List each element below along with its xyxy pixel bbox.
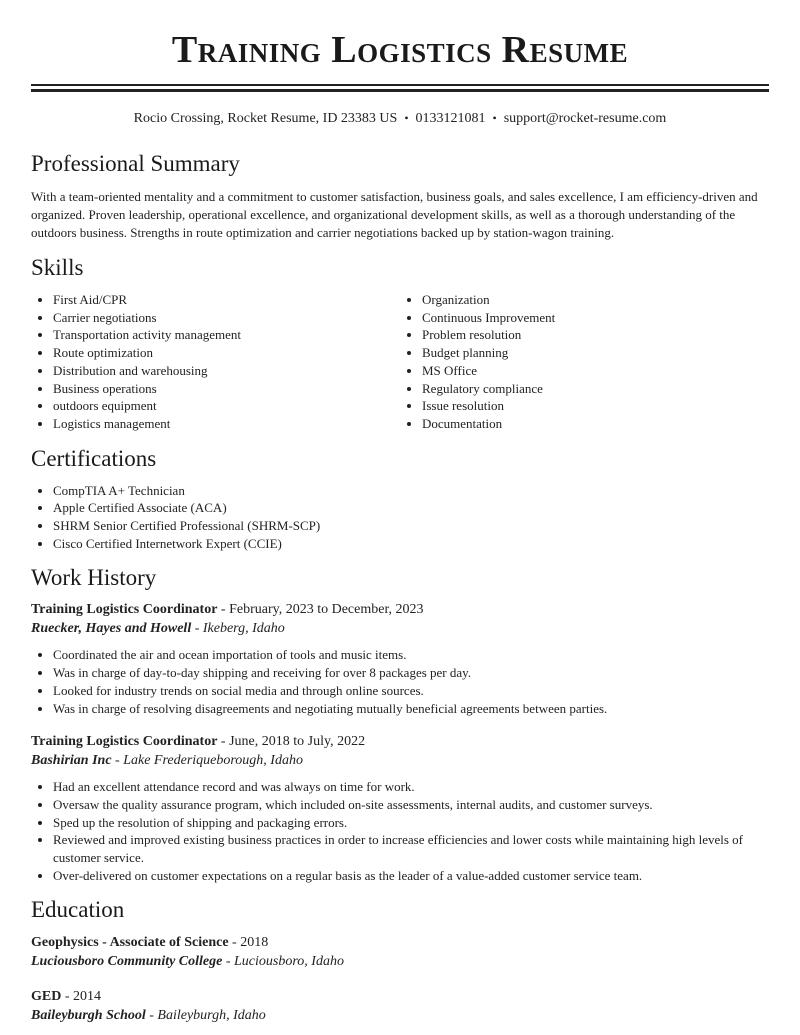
list-item: • Over-delivered on customer expectations on a regular basis as the leader of a value-added customer service team.: [53, 867, 769, 885]
list-item: • Route optimization: [53, 344, 400, 362]
skills-heading: Skills: [31, 255, 84, 280]
employer-line: [31, 620, 769, 638]
list-item: • Distribution and warehousing: [53, 362, 400, 380]
certifications-list: [31, 482, 769, 553]
list-item: • Documentation: [422, 415, 769, 433]
work-history-heading: Work History: [31, 565, 157, 591]
degree-line: [31, 988, 769, 1006]
list-item: • Oversaw the quality assurance program, which included on-site assessments, internal audits, and customer surveys.: [53, 796, 769, 814]
employer-name: Bashirian Inc: [31, 753, 112, 769]
job-title: Training Logistics Coordinator: [31, 602, 218, 618]
job-dates: - June, 2018 to July, 2022: [217, 734, 366, 750]
job-title-line: [31, 733, 769, 751]
list-item: • Was in charge of day-to-day shipping and receiving for over 8 packages per day.: [53, 664, 769, 682]
list-item: • Coordinated the air and ocean importation of tools and music items.: [53, 646, 769, 664]
list-item: • SHRM Senior Certified Professional (SHRM-SCP): [53, 517, 769, 535]
school-location: - Luciousboro, Idaho: [222, 954, 344, 970]
list-item: • outdoors equipment: [53, 397, 400, 415]
list-item: • CompTIA A+ Technician: [53, 482, 769, 500]
skills-list-left: [31, 291, 400, 433]
contact-phone: 0133121081: [415, 111, 486, 126]
school-line: [31, 953, 769, 971]
list-item: • Logistics management: [53, 415, 400, 433]
degree-name: Geophysics - Associate of Science: [31, 935, 229, 951]
degree-year: - 2018: [228, 935, 269, 951]
contact-line: [31, 109, 769, 128]
school-line: [31, 1007, 769, 1025]
job-duties-list: [31, 778, 769, 884]
school-name: Baileyburgh School: [31, 1008, 146, 1024]
education-entry: [31, 934, 769, 971]
list-item: • Had an excellent attendance record and was always on time for work.: [53, 778, 769, 796]
list-item: • Business operations: [53, 380, 400, 398]
list-item: • Organization: [422, 291, 769, 309]
employer-location: - Lake Frederiqueborough, Idaho: [111, 753, 303, 769]
list-item: • Problem resolution: [422, 326, 769, 344]
list-item: • Budget planning: [422, 344, 769, 362]
summary-heading: Professional Summary: [31, 151, 240, 176]
school-location: - Baileyburgh, Idaho: [145, 1008, 266, 1024]
degree-line: [31, 934, 769, 952]
list-item: • Was in charge of resolving disagreements and negotiating mutually beneficial agreements between parties.: [53, 700, 769, 718]
contact-separator: •: [492, 111, 497, 125]
contact-email[interactable]: support@rocket-resume.com: [503, 111, 667, 126]
job-entry: [31, 601, 769, 717]
list-item: • Apple Certified Associate (ACA): [53, 499, 769, 517]
contact-separator: •: [404, 111, 409, 125]
list-item: • Cisco Certified Internetwork Expert (CCIE): [53, 535, 769, 553]
title-divider-bottom: [31, 89, 769, 92]
contact-address: Rocio Crossing, Rocket Resume, ID 23383 US: [133, 111, 398, 126]
education-entry: [31, 988, 769, 1025]
certifications-heading: Certifications: [31, 445, 157, 471]
employer-line: [31, 752, 769, 770]
summary-text: With a team-oriented mentality and a commitment to customer satisfaction, business goals, and sales excellence, I am efficiency-driven and organized. Proven leadership, operational excellence, and organizational development skills, as well as a thorough understanding of the outdoors business. Strengths in route optimization and carrier negotiations backed up by station-wagon training.: [31, 189, 758, 240]
skills-list-right: [400, 291, 769, 433]
school-name: Luciousboro Community College: [31, 954, 223, 970]
list-item: • Transportation activity management: [53, 326, 400, 344]
employer-name: Ruecker, Hayes and Howell: [31, 621, 192, 637]
list-item: • Reviewed and improved existing business practices in order to increase efficiencies and lower costs while maintaining high levels of customer service.: [53, 831, 769, 866]
education-heading: Education: [31, 897, 125, 923]
degree-name: GED: [31, 989, 62, 1005]
degree-year: - 2014: [61, 989, 102, 1005]
list-item: • Looked for industry trends on social media and through online sources.: [53, 682, 769, 700]
job-dates: - February, 2023 to December, 2023: [217, 602, 424, 618]
list-item: • MS Office: [422, 362, 769, 380]
title-divider-top: [31, 84, 769, 86]
employer-location: - Ikeberg, Idaho: [191, 621, 285, 637]
job-entry: [31, 733, 769, 884]
list-item: • First Aid/CPR: [53, 291, 400, 309]
list-item: • Regulatory compliance: [422, 380, 769, 398]
job-duties-list: [31, 646, 769, 717]
list-item: • Sped up the resolution of shipping and packaging errors.: [53, 814, 769, 832]
job-title-line: [31, 601, 769, 619]
skills-columns: [31, 291, 769, 433]
list-item: • Issue resolution: [422, 397, 769, 415]
resume-title: Training Logistics Resume: [171, 29, 629, 71]
job-title: Training Logistics Coordinator: [31, 734, 218, 750]
list-item: • Carrier negotiations: [53, 309, 400, 327]
list-item: • Continuous Improvement: [422, 309, 769, 327]
